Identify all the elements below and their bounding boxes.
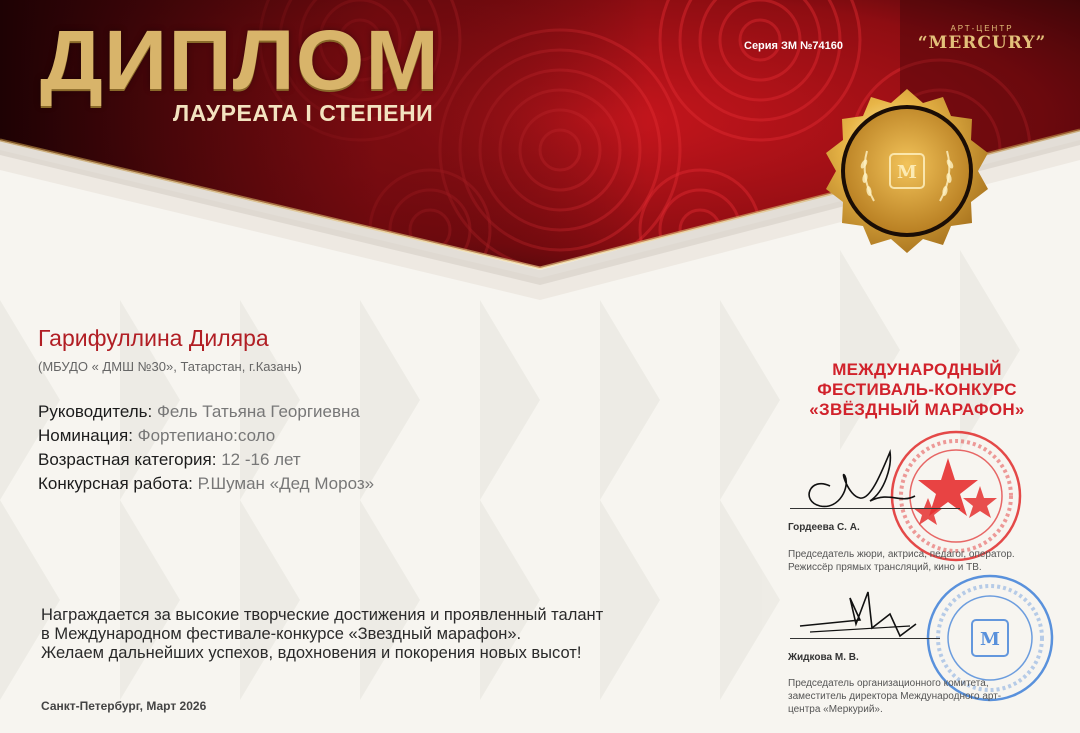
diploma-title: ДИПЛОМ: [40, 13, 440, 107]
svg-text:M: M: [897, 162, 917, 183]
recipient-organization: (МБУДО « ДМШ №30», Татарстан, г.Казань): [38, 359, 302, 374]
field-label: Конкурсная работа:: [38, 474, 193, 493]
signatory-2-description: Председатель организационного комитета, заместитель директора Международного арт-центра «Меркурий».: [788, 678, 1002, 715]
award-text: [41, 606, 741, 663]
mercury-logo: [912, 24, 1052, 74]
award-line: Желаем дальнейших успехов, вдохновения и покорения новых высот!: [41, 644, 582, 662]
field-competition-work: [38, 474, 374, 494]
signatory-1-description: Председатель жюри, актриса, педагог, оператор. Режиссёр прямых трансляций, кино и ТВ.: [788, 549, 1015, 573]
signature-line: [790, 638, 940, 639]
festival-line: МЕЖДУНАРОДНЫЙ: [832, 360, 1002, 379]
field-value: Р.Шуман «Дед Мороз»: [192, 474, 375, 493]
field-label: Номинация:: [38, 426, 133, 445]
diploma-subtitle: ЛАУРЕАТА I СТЕПЕНИ: [173, 100, 434, 126]
logo-top-text: АРТ-ЦЕНТР: [950, 24, 1014, 33]
signatory-1-name: Гордеева С. А.: [788, 522, 860, 533]
signature-line: [790, 508, 960, 509]
field-age-category: [38, 450, 301, 470]
festival-title: [786, 360, 1048, 420]
festival-line: ФЕСТИВАЛЬ-КОНКУРС: [817, 380, 1017, 399]
gold-medal-icon: [812, 76, 1002, 266]
field-supervisor: [38, 402, 360, 422]
logo-name-text: “MERCURY”: [917, 33, 1047, 53]
festival-line: «ЗВЁЗДНЫЙ МАРАФОН»: [809, 400, 1025, 419]
award-line: в Международном фестивале-конкурсе «Звездный марафон».: [41, 625, 522, 643]
signature-2-icon: [790, 584, 930, 644]
field-nomination: [38, 426, 275, 446]
field-label: Руководитель:: [38, 402, 153, 421]
field-value: Фель Татьяна Георгиевна: [152, 402, 360, 421]
field-value: Фортепиано:соло: [132, 426, 276, 445]
field-label: Возрастная категория:: [38, 450, 217, 469]
series-number: Серия ЗМ №74160: [744, 40, 843, 52]
field-value: 12 -16 лет: [216, 450, 301, 469]
award-line: Награждается за высокие творческие достижения и проявленный талант: [41, 606, 604, 624]
svg-text:M: M: [980, 629, 1000, 650]
signatory-2-name: Жидкова М. В.: [788, 652, 859, 663]
place-date: Санкт-Петербург, Март 2026: [41, 699, 207, 713]
recipient-name: Гарифуллина Диляра: [38, 325, 269, 351]
